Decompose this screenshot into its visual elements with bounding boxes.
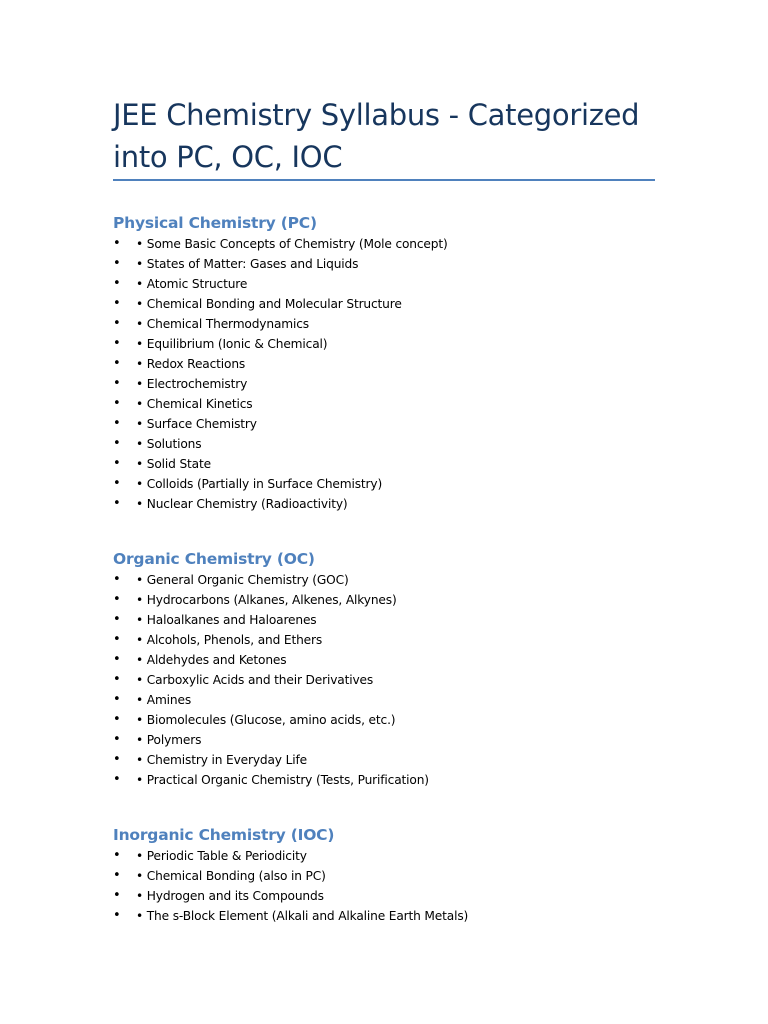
bullet-marker: • <box>113 572 121 587</box>
list-item-text: • Colloids (Partially in Surface Chemistry) <box>136 477 383 491</box>
list-item <box>113 866 673 886</box>
list-item-text: • Polymers <box>136 733 202 747</box>
section-inorganic-chemistry <box>113 824 673 926</box>
topic-list <box>113 846 673 926</box>
list-item-text: • Hydrogen and its Compounds <box>136 889 324 903</box>
list-item-text: • Chemical Bonding and Molecular Structure <box>136 297 402 311</box>
list-item <box>113 314 673 334</box>
list-item-text: • States of Matter: Gases and Liquids <box>136 257 359 271</box>
list-item <box>113 434 673 454</box>
list-item-text: • Chemical Kinetics <box>136 397 253 411</box>
bullet-marker: • <box>113 868 121 883</box>
bullet-marker: • <box>113 692 121 707</box>
topic-list <box>113 570 673 790</box>
list-item-text: • Nuclear Chemistry (Radioactivity) <box>136 497 348 511</box>
list-item <box>113 730 673 750</box>
list-item <box>113 690 673 710</box>
list-item <box>113 254 673 274</box>
bullet-marker: • <box>113 652 121 667</box>
bullet-marker: • <box>113 592 121 607</box>
list-item <box>113 710 673 730</box>
list-item-text: • Biomolecules (Glucose, amino acids, etc.) <box>136 713 396 727</box>
list-item <box>113 846 673 866</box>
list-item <box>113 474 673 494</box>
bullet-marker: • <box>113 416 121 431</box>
list-item-text: • Redox Reactions <box>136 357 246 371</box>
list-item <box>113 570 673 590</box>
list-item-text: • Chemical Bonding (also in PC) <box>136 869 326 883</box>
bullet-marker: • <box>113 256 121 271</box>
list-item <box>113 354 673 374</box>
bullet-marker: • <box>113 356 121 371</box>
list-item <box>113 770 673 790</box>
bullet-marker: • <box>113 848 121 863</box>
list-item-text: • The s-Block Element (Alkali and Alkaline Earth Metals) <box>136 909 469 923</box>
list-item <box>113 650 673 670</box>
bullet-marker: • <box>113 632 121 647</box>
bullet-marker: • <box>113 316 121 331</box>
list-item <box>113 906 673 926</box>
bullet-marker: • <box>113 436 121 451</box>
section-physical-chemistry <box>113 212 673 514</box>
list-item-text: • Surface Chemistry <box>136 417 257 431</box>
list-item <box>113 750 673 770</box>
list-item <box>113 374 673 394</box>
list-item <box>113 494 673 514</box>
list-item-text: • Electrochemistry <box>136 377 248 391</box>
bullet-marker: • <box>113 336 121 351</box>
bullet-marker: • <box>113 376 121 391</box>
bullet-marker: • <box>113 496 121 511</box>
document-title: JEE Chemistry Syllabus - Categorized into PC, OC, IOC <box>113 98 640 174</box>
bullet-marker: • <box>113 612 121 627</box>
list-item-text: • Hydrocarbons (Alkanes, Alkenes, Alkynes) <box>136 593 397 607</box>
section-heading: Physical Chemistry (PC) <box>113 214 317 232</box>
bullet-marker: • <box>113 236 121 251</box>
bullet-marker: • <box>113 456 121 471</box>
bullet-marker: • <box>113 772 121 787</box>
list-item-text: • General Organic Chemistry (GOC) <box>136 573 349 587</box>
title-underline-rule <box>113 179 655 181</box>
bullet-marker: • <box>113 752 121 767</box>
list-item <box>113 610 673 630</box>
section-heading: Organic Chemistry (OC) <box>113 550 315 568</box>
list-item <box>113 394 673 414</box>
list-item <box>113 670 673 690</box>
list-item-text: • Periodic Table & Periodicity <box>136 849 307 863</box>
list-item-text: • Solutions <box>136 437 202 451</box>
list-item <box>113 590 673 610</box>
list-item-text: • Haloalkanes and Haloarenes <box>136 613 317 627</box>
list-item-text: • Practical Organic Chemistry (Tests, Purification) <box>136 773 429 787</box>
list-item <box>113 886 673 906</box>
list-item-text: • Chemical Thermodynamics <box>136 317 309 331</box>
list-item <box>113 630 673 650</box>
section-heading: Inorganic Chemistry (IOC) <box>113 826 335 844</box>
list-item <box>113 294 673 314</box>
list-item-text: • Chemistry in Everyday Life <box>136 753 307 767</box>
list-item-text: • Amines <box>136 693 192 707</box>
bullet-marker: • <box>113 296 121 311</box>
bullet-marker: • <box>113 672 121 687</box>
bullet-marker: • <box>113 888 121 903</box>
list-item-text: • Atomic Structure <box>136 277 248 291</box>
bullet-marker: • <box>113 732 121 747</box>
list-item-text: • Carboxylic Acids and their Derivatives <box>136 673 374 687</box>
topic-list <box>113 234 673 514</box>
list-item-text: • Solid State <box>136 457 211 471</box>
list-item-text: • Equilibrium (Ionic & Chemical) <box>136 337 328 351</box>
bullet-marker: • <box>113 712 121 727</box>
bullet-marker: • <box>113 476 121 491</box>
section-organic-chemistry <box>113 548 673 790</box>
list-item <box>113 234 673 254</box>
bullet-marker: • <box>113 276 121 291</box>
list-item <box>113 414 673 434</box>
list-item-text: • Some Basic Concepts of Chemistry (Mole concept) <box>136 237 448 251</box>
list-item <box>113 454 673 474</box>
list-item <box>113 334 673 354</box>
bullet-marker: • <box>113 396 121 411</box>
list-item <box>113 274 673 294</box>
list-item-text: • Aldehydes and Ketones <box>136 653 287 667</box>
list-item-text: • Alcohols, Phenols, and Ethers <box>136 633 323 647</box>
bullet-marker: • <box>113 908 121 923</box>
